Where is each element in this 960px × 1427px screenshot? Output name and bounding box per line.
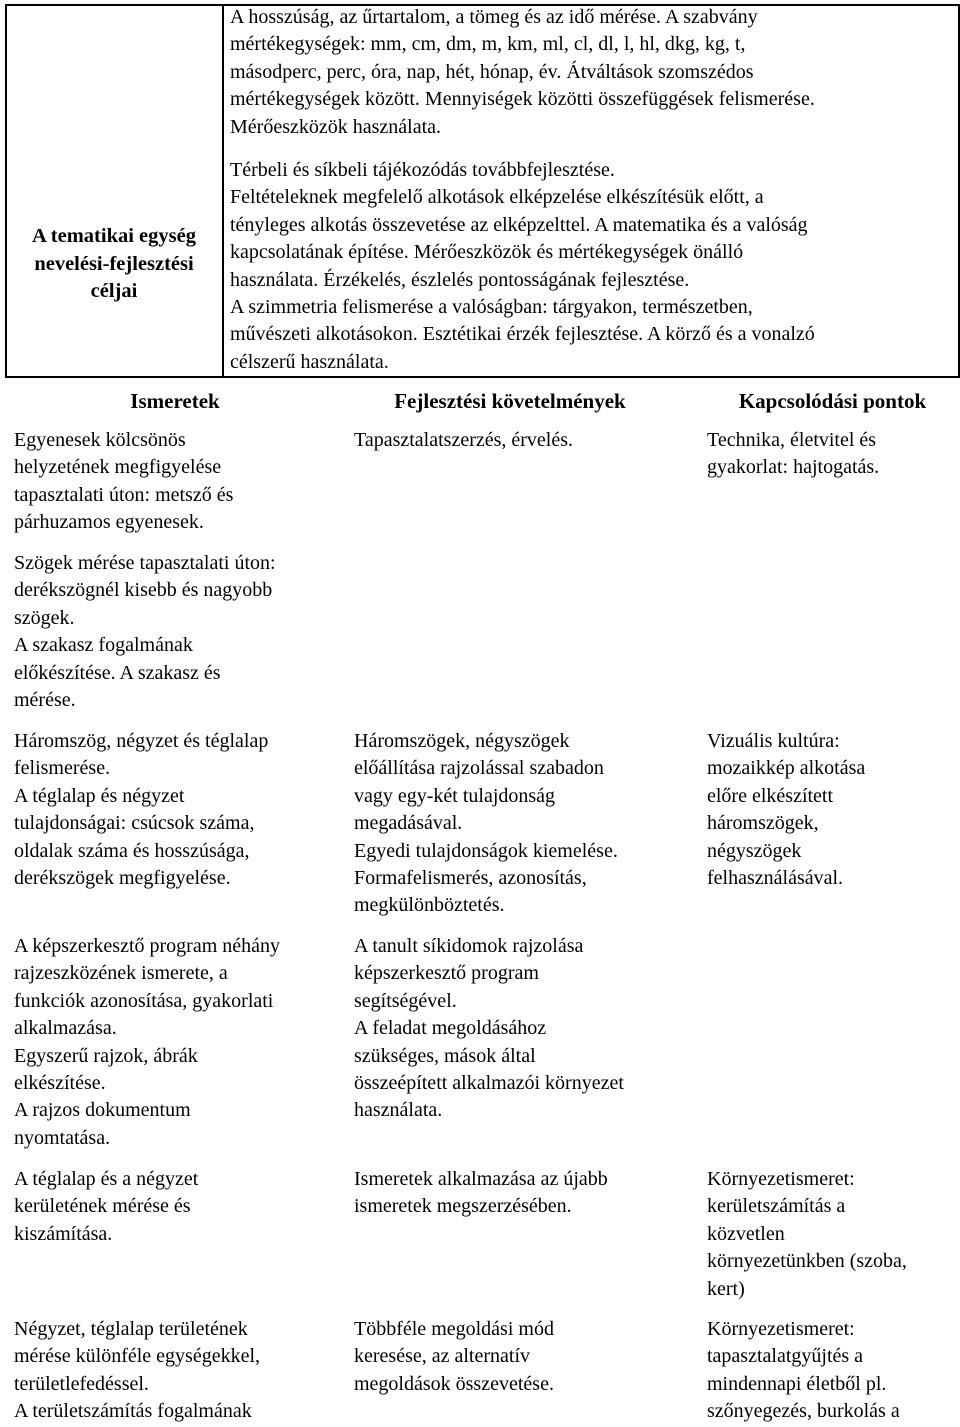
knowledge-shapes: Háromszög, négyzet és téglalap felismerése. A téglalap és négyzet tulajdonságai: csúcsok száma, oldalak száma és hosszúsága, derékszögek megfigyelése. [14,730,269,890]
knowledge-angles-segment: Szögek mérése tapasztalati úton: derékszögnél kisebb és nagyobb szögek. A szakasz fogalmának előkészítése. A szakasz és mérése. [14,552,276,712]
connections-technology: Technika, életvitel és gyakorlat: hajtogatás. [707,429,880,479]
goals-paragraph-measurement: A hosszúság, az űrtartalom, a tömeg és az idő mérése. A szabvány mértékegységek: mm, cm, dm, m, km, ml, cl, dl, l, hl, dkg, kg, t, másodperc, perc, óra, nap, hét, hónap, év. Átváltások szomszédos mértékegységek között. Mennyiségek közötti összefüggések felismerése. Mérőeszközök használata. [230,6,815,138]
table-left-border [5,4,7,378]
requirements-image-editor: A tanult síkidomok rajzolása képszerkesztő program segítségével. A feladat megoldásához szükséges, mások által összeépített alkalmazói környezet használata. [354,935,624,1122]
header-connections: Kapcsolódási pontok [738,389,927,413]
requirements-shapes: Háromszögek, négyszögek előállítása rajzolással szabadon vagy egy-két tulajdonság megadásával. Egyedi tulajdonságok kiemelése. Formafelismerés, azonosítás, megkülönböztetés. [354,730,618,917]
knowledge-area: Négyzet, téglalap területének mérése különféle egységekkel, területlefedéssel. A területszámítás fogalmának [14,1318,261,1423]
knowledge-lines: Egyenesek kölcsönös helyzetének megfigyelése tapasztalati úton: metsző és párhuzamos egyenesek. [14,429,234,534]
connections-visual-culture: Vizuális kultúra: mozaikkép alkotása előre elkészített háromszögek, négyszögek felhasználásával. [707,730,866,890]
requirements-apply-knowledge: Ismeretek alkalmazása az újabb ismeretek megszerzésében. [354,1168,608,1218]
goals-divider [222,4,224,378]
requirements-alternative-solutions: Többféle megoldási mód keresése, az alternatív megoldások összevetése. [354,1318,554,1395]
connections-environment-perimeter: Környezetismeret: kerületszámítás a közvetlen környezetünkben (szoba, kert) [707,1168,907,1300]
knowledge-perimeter: A téglalap és a négyzet kerületének mérése és kiszámítása. [14,1168,199,1245]
goals-paragraph-orientation: Térbeli és síkbeli tájékozódás továbbfejlesztése. Feltételeknek megfelelő alkotások elképzelése elkészítésük előtt, a tényleges alkotás összevetése az elképzelttel. A matematika és a valóság kapcsolatának építése. Mérőeszközök és mértékegységek önálló használata. Érzékelés, észlelés pontosságának fejlesztése. A szimmetria felismerése a valóságban: tárgyakon, természetben, művészeti alkotásokon. Esztétikai érzék fejlesztése. A körző és a vonalzó célszerű használata. [230,159,815,373]
knowledge-image-editor: A képszerkesztő program néhány rajzeszközének ismerete, a funkciók azonosítása, gyakorlati alkalmazása. Egyszerű rajzok, ábrák elkészítése. A rajzos dokumentum nyomtatása. [14,935,281,1149]
connections-environment-area: Környezetismeret: tapasztalatgyűjtés a mindennapi életből pl. szőnyegezés, burkolás a [707,1318,900,1423]
goals-row-bottom-border [5,376,960,378]
requirements-experience: Tapasztalatszerzés, érvelés. [354,429,574,451]
goals-label: A tematikai egység nevelési-fejlesztési céljai [32,225,196,302]
header-requirements: Fejlesztési követelmények [394,389,626,413]
header-knowledge: Ismeretek [130,389,220,413]
